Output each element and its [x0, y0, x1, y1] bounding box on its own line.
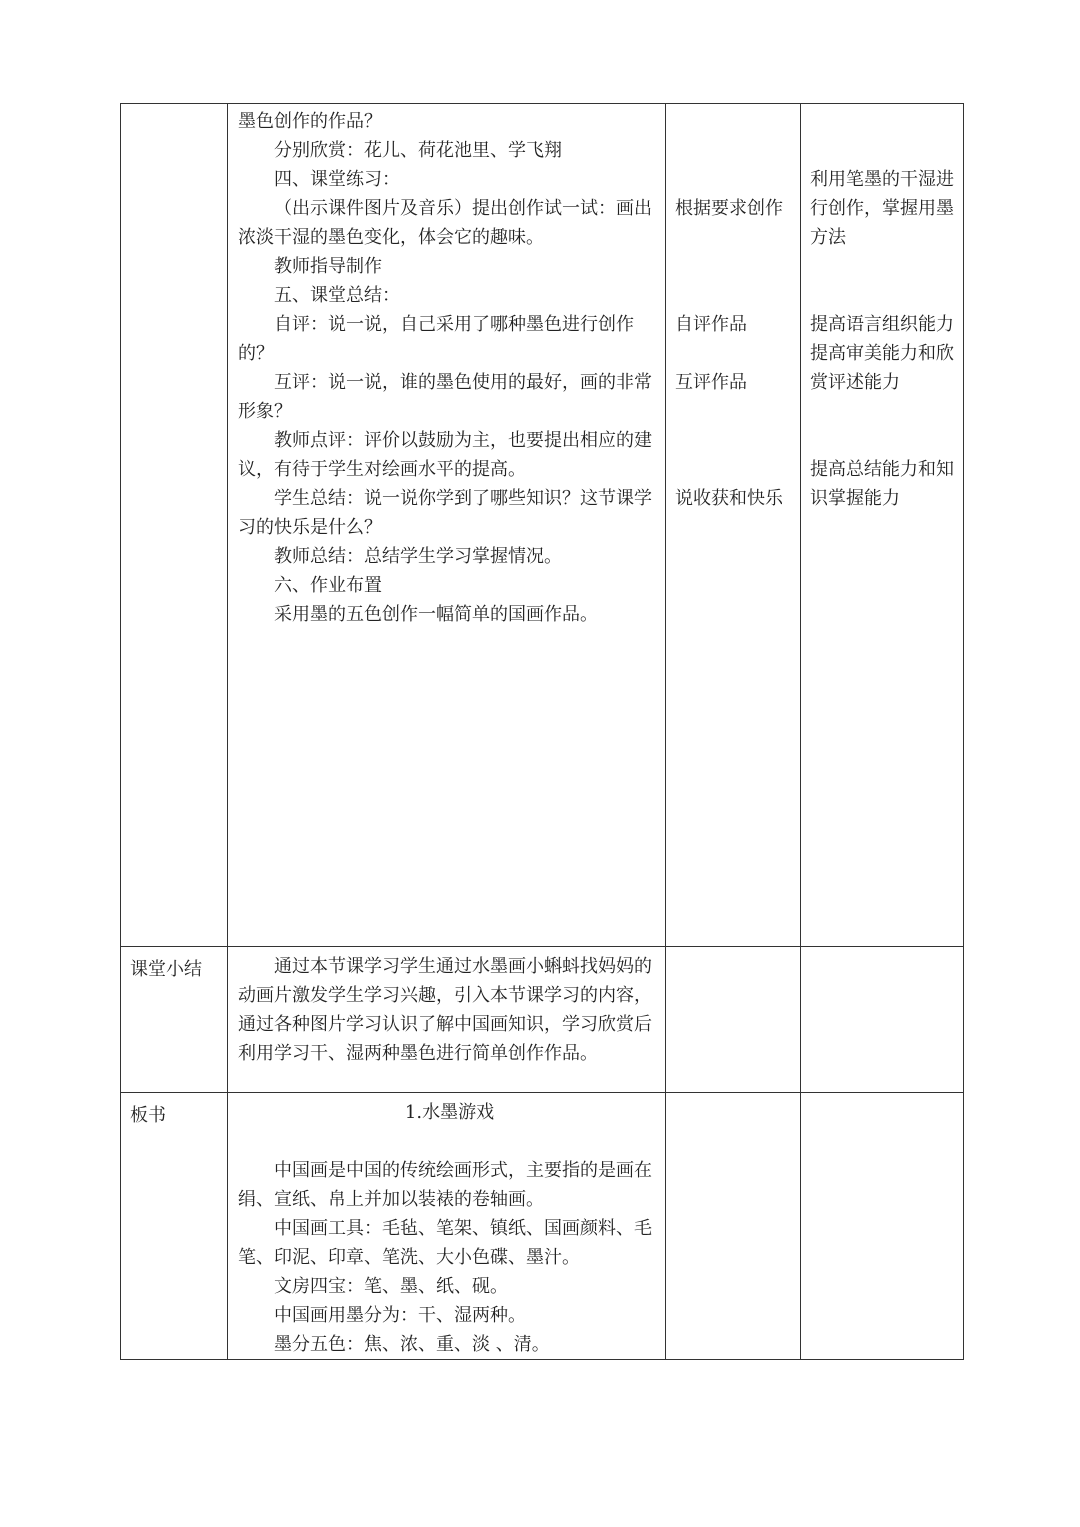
- text-line: 采用墨的五色创作一幅简单的国画作品。: [274, 604, 598, 625]
- activity-text: 根据要求创作: [675, 198, 783, 219]
- summary-empty-cell: [801, 947, 964, 1093]
- blackboard-line: 中国画工具：毛毡、笔架、镇纸、国画颜料、毛笔、印泥、印章、笔洗、大小色碟、墨汁。: [238, 1218, 652, 1268]
- lesson-plan-table: [120, 103, 964, 1360]
- row1-content-cell: [228, 104, 666, 947]
- intent-text: 提高总结能力和知识掌握能力: [810, 459, 954, 509]
- summary-label-cell: [121, 947, 228, 1093]
- row1-label-cell: [121, 104, 228, 947]
- blackboard-title: 1.水墨游戏: [404, 1102, 495, 1123]
- text-line: 教师指导制作: [274, 256, 382, 277]
- student-activity-cell: [666, 104, 801, 947]
- summary-row: [121, 947, 964, 1093]
- blackboard-empty-cell: [666, 1093, 801, 1360]
- section-heading: 四、课堂练习：: [274, 169, 400, 190]
- text-line: 互评：说一说，谁的墨色使用的最好，画的非常形象？: [238, 372, 652, 422]
- activity-text: 自评作品: [675, 314, 747, 335]
- blackboard-line: 中国画是中国的传统绘画形式，主要指的是画在绢、宣纸、帛上并加以装裱的卷轴画。: [238, 1160, 652, 1210]
- blackboard-line: 文房四宝：笔、墨、纸、砚。: [274, 1276, 508, 1297]
- teaching-process-row: [121, 104, 964, 947]
- summary-label: 课堂小结: [130, 959, 202, 980]
- summary-content-cell: [228, 947, 666, 1093]
- blackboard-label: 板书: [130, 1105, 166, 1126]
- text-line: 教师点评：评价以鼓励为主，也要提出相应的建议，有待于学生对绘画水平的提高。: [238, 430, 652, 480]
- intent-text: 提高语言组织能力: [810, 314, 954, 335]
- text-line: 教师总结：总结学生学习掌握情况。: [274, 546, 562, 567]
- blackboard-line: 墨分五色：焦、浓、重、淡 、清。: [274, 1334, 550, 1355]
- summary-empty-cell: [666, 947, 801, 1093]
- summary-text: 通过本节课学习学生通过水墨画小蝌蚪找妈妈的动画片激发学生学习兴趣，引入本节课学习的内容，通过各种图片学习认识了解中国画知识，学习欣赏后利用学习干、湿两种墨色进行简单创作作品。: [238, 956, 652, 1064]
- blackboard-label-cell: [121, 1093, 228, 1360]
- blackboard-line: 中国画用墨分为：干、湿两种。: [274, 1305, 526, 1326]
- text-line: 学生总结：说一说你学到了哪些知识？这节课学习的快乐是什么？: [238, 488, 652, 538]
- blackboard-empty-cell: [801, 1093, 964, 1360]
- section-heading: 六、作业布置: [274, 575, 382, 596]
- section-heading: 五、课堂总结：: [274, 285, 400, 306]
- activity-text: 说收获和快乐: [675, 488, 783, 509]
- text-line: （出示课件图片及音乐）提出创作试一试：画出浓淡干湿的墨色变化，体会它的趣味。: [238, 198, 652, 248]
- activity-text: 互评作品: [675, 372, 747, 393]
- intent-text: 提高审美能力和欣赏评述能力: [810, 343, 954, 393]
- text-line: 自评：说一说，自己采用了哪种墨色进行创作的？: [238, 314, 634, 364]
- text-line: 墨色创作的作品？: [238, 111, 382, 132]
- blackboard-row: [121, 1093, 964, 1360]
- text-line: 分别欣赏：花儿、荷花池里、学飞翔: [274, 140, 562, 161]
- blackboard-content-cell: [228, 1093, 666, 1360]
- design-intent-cell: [801, 104, 964, 947]
- intent-text: 利用笔墨的干湿进行创作，掌握用墨方法: [810, 169, 954, 248]
